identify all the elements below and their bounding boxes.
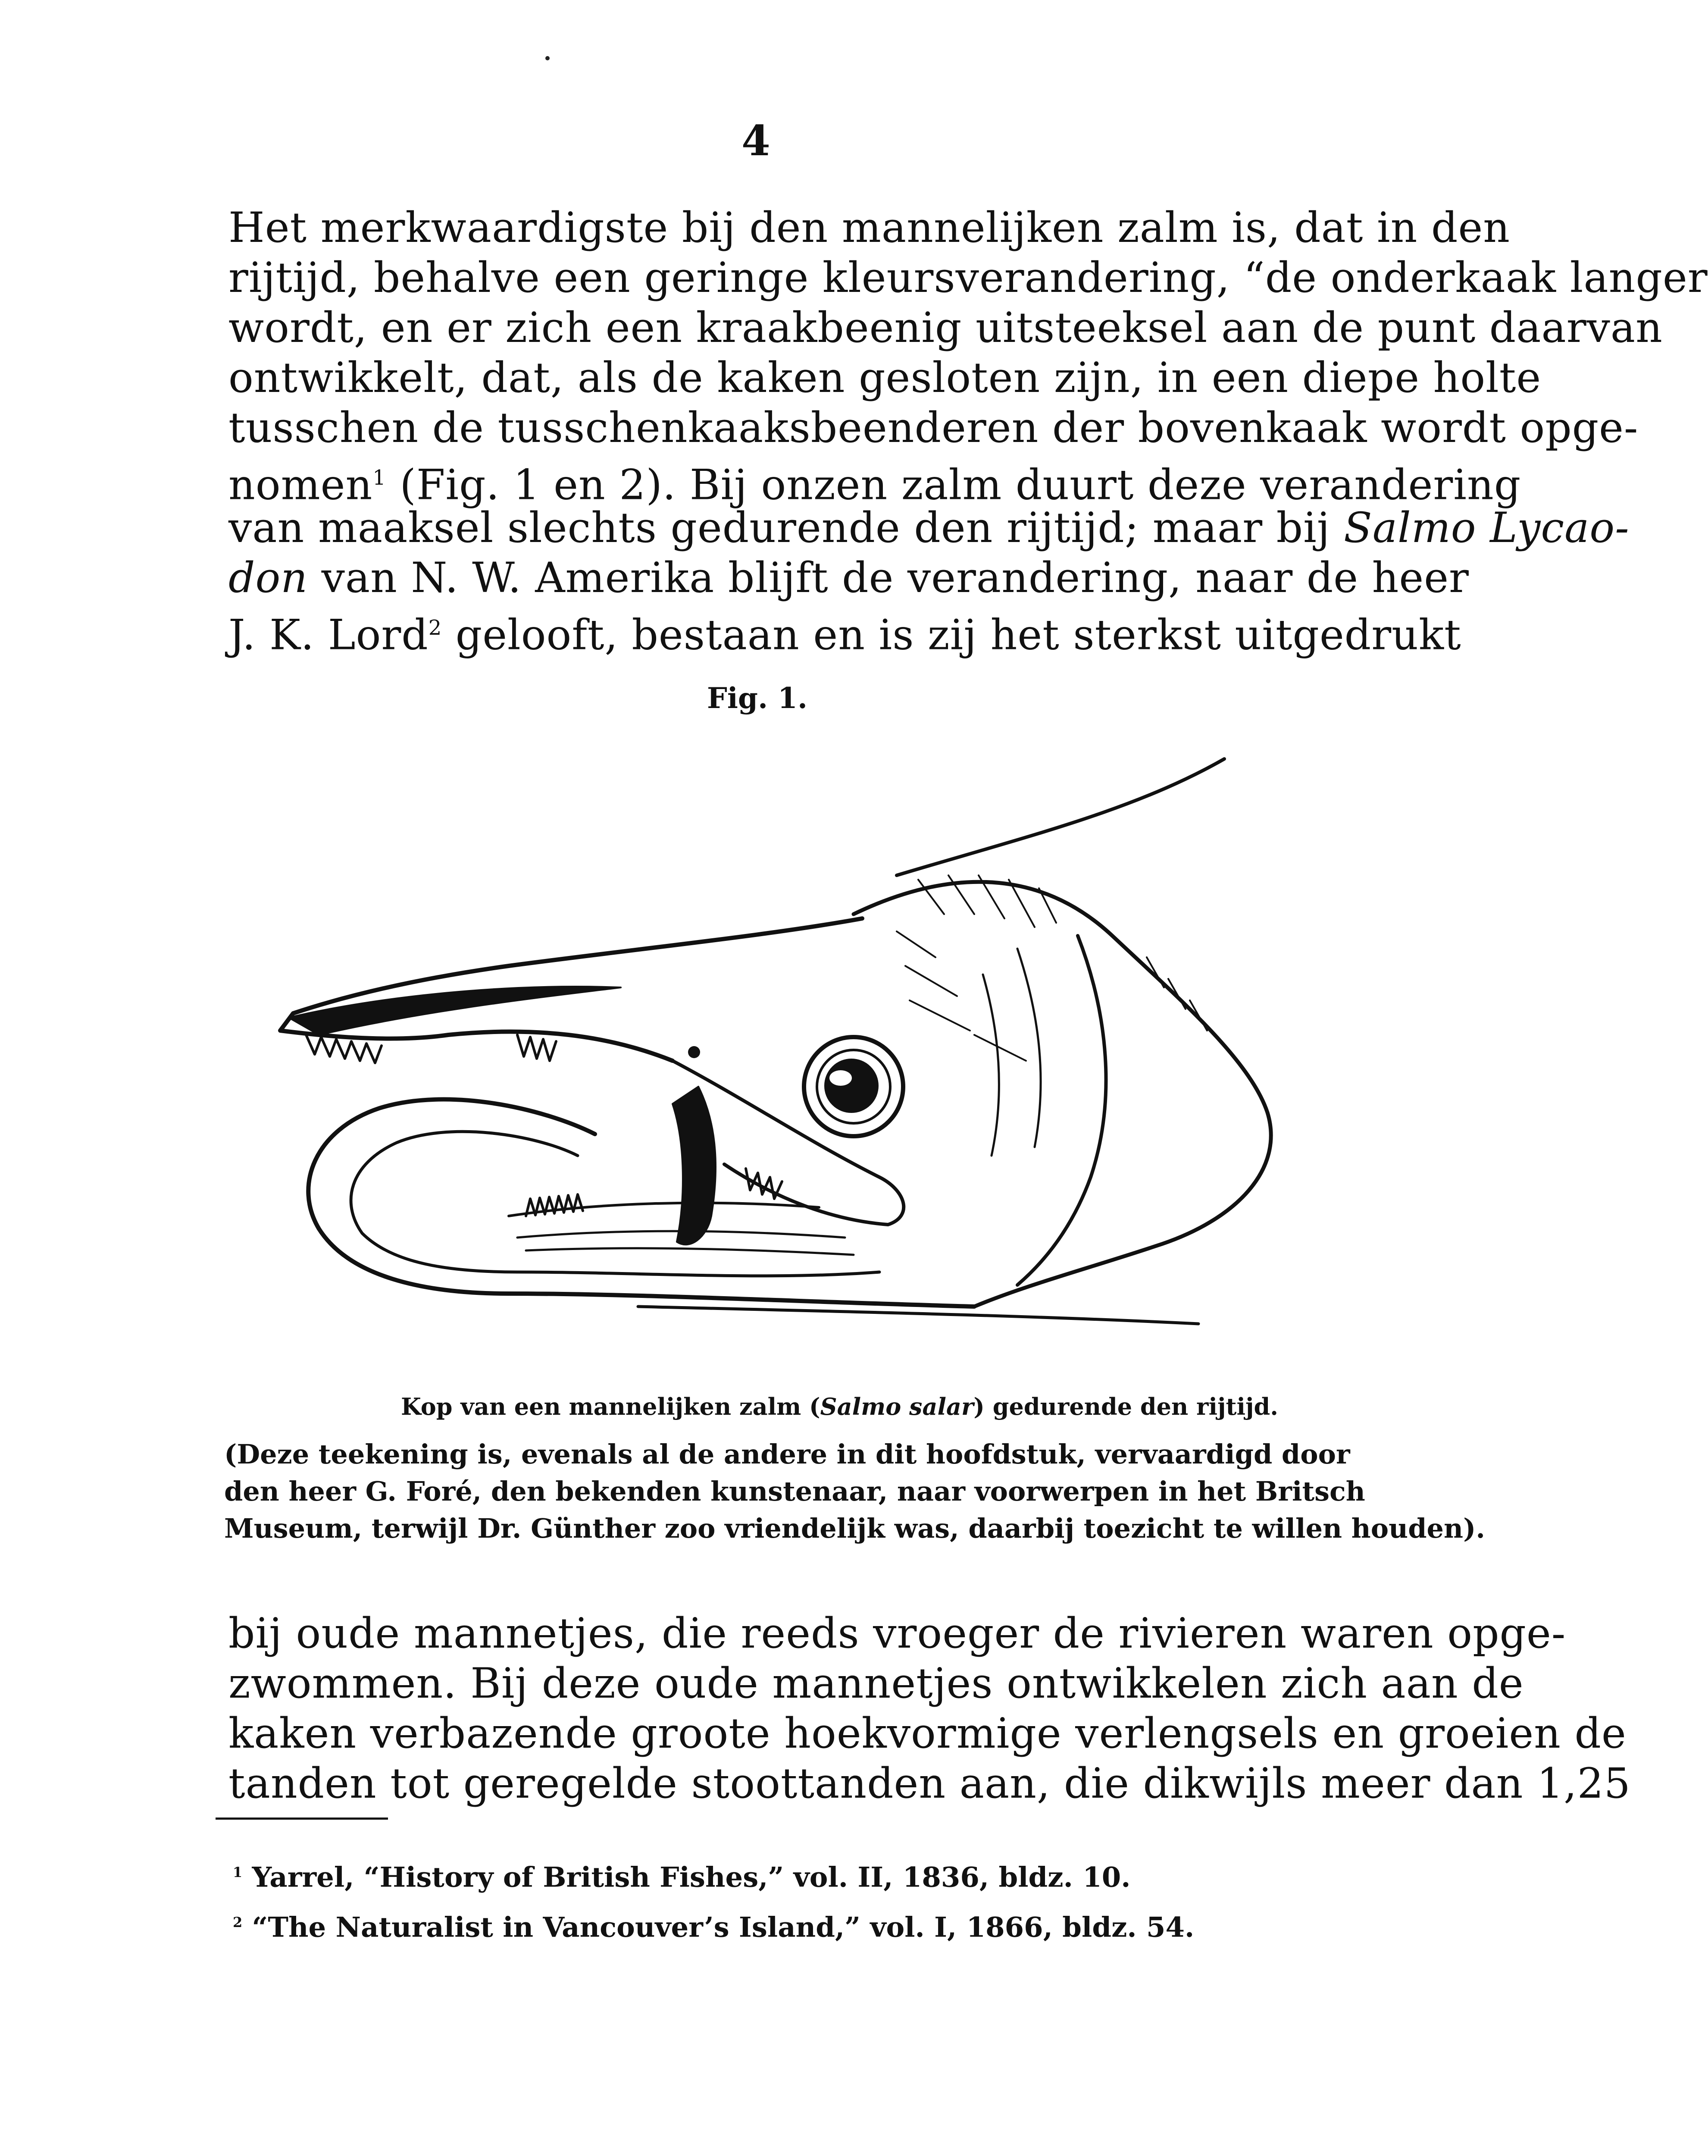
footnote-mark: 2 <box>233 1914 243 1931</box>
mouth-corner-shading <box>673 1087 716 1244</box>
salmon-head-illustration <box>207 733 1293 1397</box>
figure-label: Fig. 1. <box>707 681 807 715</box>
throat-line <box>638 1307 1198 1324</box>
text-line <box>228 453 1521 509</box>
lower-teeth <box>509 1194 819 1216</box>
paragraph-bottom <box>228 1608 1631 1808</box>
text-line <box>228 603 1461 659</box>
text-line: bij oude mannetjes, die reeds vroeger de rivieren waren opge- <box>228 1609 1566 1658</box>
page-number: 4 <box>741 116 770 165</box>
note-line: Museum, terwijl Dr. Günther zoo vriendelijk was, daarbij toezicht te willen houden). <box>224 1513 1485 1544</box>
footnote-text: “The Naturalist in Vancouver’s Island,” vol. I, 1866, bldz. 54. <box>252 1911 1195 1944</box>
ink-speck <box>545 56 550 60</box>
head-outline <box>854 882 1271 1307</box>
text-line: rijtijd, behalve een geringe kleursverandering, “de onderkaak langer <box>228 254 1708 302</box>
text-line: kaken verbazende groote hoekvormige verlengsels en groeien de <box>228 1709 1627 1758</box>
text-line <box>228 553 1469 603</box>
note-line: den heer G. Foré, den bekenden kunstenaar, naar voorwerpen in het Britsch <box>224 1476 1365 1507</box>
text-run: gelooft, bestaan en is zij het sterkst uitgedrukt <box>442 611 1461 659</box>
eye-highlight <box>829 1070 852 1086</box>
upper-teeth <box>306 1035 556 1063</box>
footnote-2 <box>233 1900 1194 1950</box>
footnote-ref-1: 1 <box>372 466 386 490</box>
footnote-mark: 1 <box>233 1864 243 1880</box>
caption-text: ) gedurende den rijtijd. <box>973 1393 1279 1420</box>
figure-caption <box>401 1393 1278 1420</box>
text-run: J. K. Lord <box>228 611 429 659</box>
text-run: van N. W. Amerika blijft de verandering, naar de heer <box>308 554 1469 602</box>
species-name: Salmo Lycao- <box>1344 504 1630 552</box>
text-line: Het merkwaardigste bij den mannelijken zalm is, dat in den <box>228 204 1511 252</box>
text-run: (Fig. 1 en 2). Bij onzen zalm duurt deze verandering <box>386 461 1521 509</box>
text-run: van maaksel slechts gedurende den rijtijd; maar bij <box>228 504 1344 552</box>
dorsal-line <box>897 759 1224 875</box>
text-run: nomen <box>228 461 373 509</box>
caption-text: Kop van een mannelijken zalm ( <box>401 1393 820 1420</box>
footnote-rule <box>216 1818 388 1820</box>
gill-cover <box>1017 936 1106 1285</box>
footnote-1 <box>233 1850 1194 1900</box>
footnote-text: Yarrel, “History of British Fishes,” vol. II, 1836, bldz. 10. <box>252 1861 1131 1894</box>
text-line: ontwikkelt, dat, als de kaken gesloten zijn, in een diepe holte <box>228 354 1542 402</box>
text-line: wordt, en er zich een kraakbeenig uitsteeksel aan de punt daarvan <box>228 304 1663 352</box>
text-line: tanden tot geregelde stoottanden aan, die dikwijls meer dan 1,25 <box>228 1759 1631 1808</box>
caption-species: Salmo salar <box>820 1393 974 1420</box>
text-line: tusschen de tusschenkaaksbeenderen der bovenkaak wordt opge- <box>228 404 1639 452</box>
snout-shading <box>289 987 621 1035</box>
head-hatching <box>897 875 1207 1061</box>
eye-pupil <box>825 1059 878 1112</box>
maxillary-teeth <box>746 1169 782 1199</box>
figure-note <box>224 1436 1485 1547</box>
footnote-ref-2: 2 <box>428 616 442 640</box>
gill-lines <box>983 949 1041 1156</box>
nostril <box>688 1046 700 1058</box>
paragraph-top <box>228 203 1708 659</box>
footnotes <box>233 1850 1194 1950</box>
text-line <box>228 503 1630 553</box>
note-line: (Deze teekening is, evenals al de andere in dit hoofdstuk, vervaardigd door <box>224 1438 1350 1470</box>
species-name: don <box>228 554 308 602</box>
text-line: zwommen. Bij deze oude mannetjes ontwikkelen zich aan de <box>228 1659 1524 1708</box>
